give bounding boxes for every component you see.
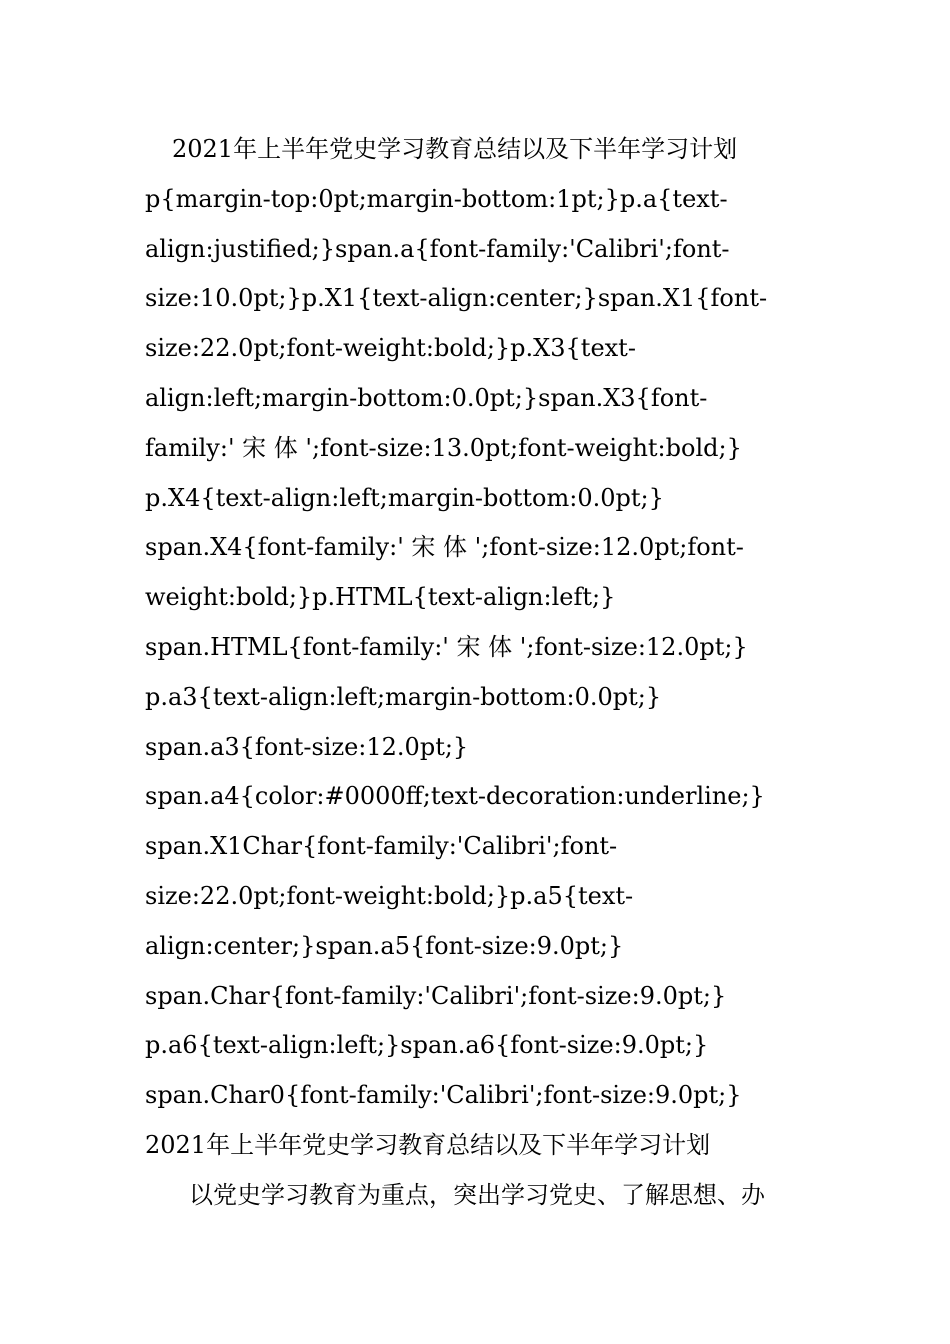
css-line-4: size:22.0pt;font-weight:bold;}p.X3{text- [145,334,636,363]
css-line-8: span.X4{font-family:' 宋 体 ';font-size:12.0pt;font- [145,533,744,562]
css-line-19: span.Char0{font-family:'Calibri';font-size:9.0pt;} [145,1081,742,1110]
css-line-9: weight:bold;}p.HTML{text-align:left;} [145,583,616,612]
css-line-16: align:center;}span.a5{font-size:9.0pt;} [145,931,624,960]
css-line-11: p.a3{text-align:left;margin-bottom:0.0pt;} [145,682,662,711]
css-line-7: p.X4{text-align:left;margin-bottom:0.0pt;} [145,483,664,512]
css-line-1: p{margin-top:0pt;margin-bottom:1pt;}p.a{text- [145,184,728,213]
css-line-14: span.X1Char{font-family:'Calibri';font- [145,832,618,861]
document-body [145,125,810,1221]
css-line-5: align:left;margin-bottom:0.0pt;}span.X3{font- [145,383,708,412]
document-title: 2021年上半年党史学习教育总结以及下半年学习计划 [172,135,738,163]
css-line-6: family:' 宋 体 ';font-size:13.0pt;font-weight:bold;} [145,433,742,462]
css-line-15: size:22.0pt;font-weight:bold;}p.a5{text- [145,881,634,910]
css-line-2: align:justified;}span.a{font-family:'Calibri';font- [145,234,730,263]
css-line-10: span.HTML{font-family:' 宋 体 ';font-size:12.0pt;} [145,632,748,661]
document-title-repeat: 2021年上半年党史学习教育总结以及下半年学习计划 [145,1130,711,1159]
css-line-12: span.a3{font-size:12.0pt;} [145,732,469,761]
css-line-13: span.a4{color:#0000ff;text-decoration:underline;} [145,782,765,811]
body-paragraph-first-line: 以党史学习教育为重点，突出学习党史、了解思想、办 [189,1180,765,1209]
css-line-3: size:10.0pt;}p.X1{text-align:center;}span.X1{font- [145,284,768,313]
css-line-17: span.Char{font-family:'Calibri';font-size:9.0pt;} [145,981,727,1010]
css-line-18: p.a6{text-align:left;}span.a6{font-size:9.0pt;} [145,1031,709,1060]
